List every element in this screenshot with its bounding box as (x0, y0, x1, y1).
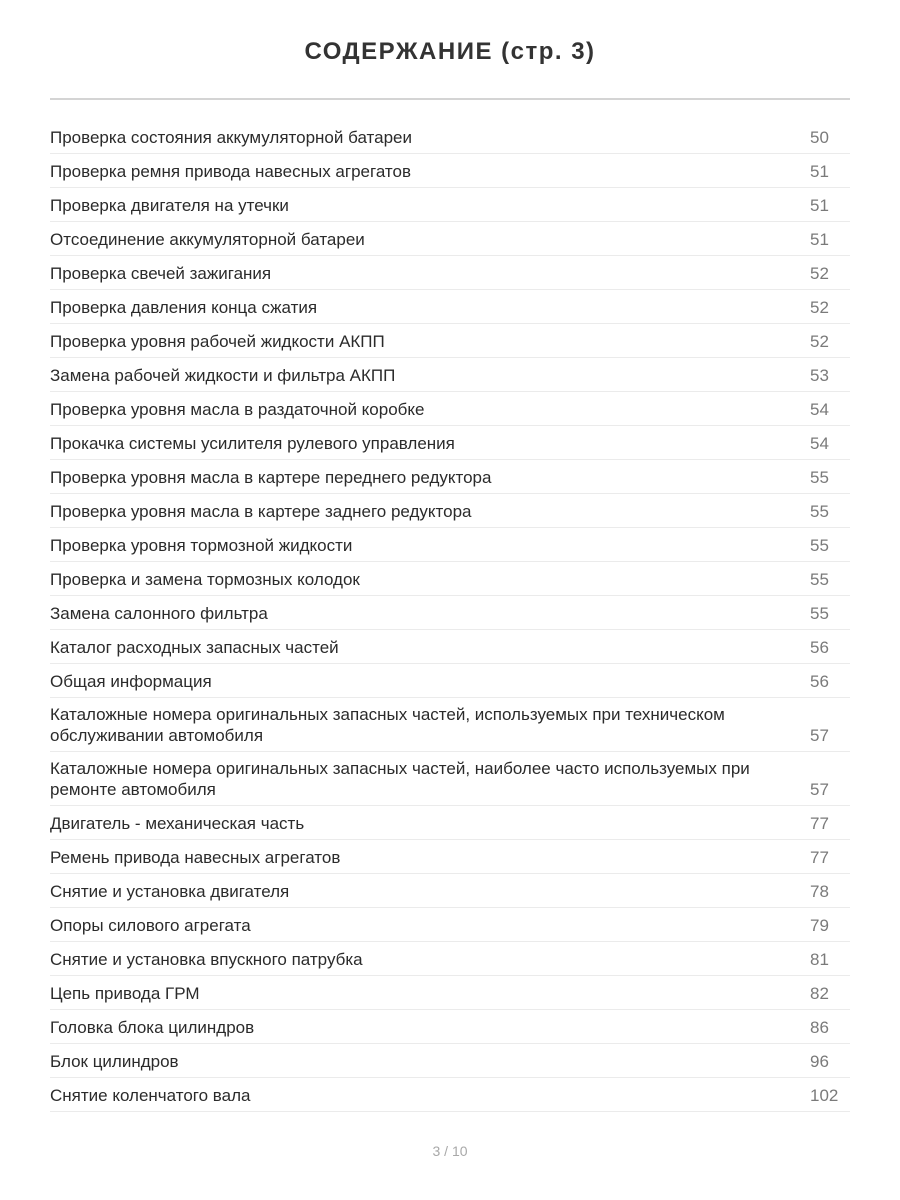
toc-entry[interactable] (50, 630, 850, 664)
toc-entry[interactable] (50, 426, 850, 460)
toc-entry[interactable] (50, 256, 850, 290)
toc-entry-title: Проверка состояния аккумуляторной батареи (50, 128, 412, 147)
toc-entry-page: 55 (810, 468, 829, 487)
toc-entry-title: Головка блока цилиндров (50, 1018, 255, 1037)
toc-entry-page: 81 (810, 950, 829, 969)
toc-entry-page: 51 (810, 162, 829, 181)
toc-entry[interactable] (50, 154, 850, 188)
toc-entry-title: Снятие коленчатого вала (50, 1086, 251, 1105)
toc-entry-page: 52 (810, 332, 829, 351)
toc-entry[interactable] (50, 290, 850, 324)
toc-entry-title: Блок цилиндров (50, 1052, 179, 1071)
toc-entry-page: 77 (810, 848, 829, 867)
toc-entry-title: Проверка уровня рабочей жидкости АКПП (50, 332, 385, 351)
toc-entry-title: Снятие и установка двигателя (50, 882, 290, 901)
toc-entry-page: 51 (810, 230, 829, 249)
toc-entry[interactable] (50, 874, 850, 908)
toc-entry-title: Каталожные номера оригинальных запасных частей, наиболее часто используемых при ремонте автомобиля (50, 759, 750, 799)
toc-entry-page: 54 (810, 400, 829, 419)
toc-entry[interactable] (50, 976, 850, 1010)
toc-entry-page: 56 (810, 638, 829, 657)
toc-entry-page: 51 (810, 196, 829, 215)
toc-entry[interactable] (50, 664, 850, 698)
toc-entry-title: Цепь привода ГРМ (50, 984, 200, 1003)
toc-entry-title: Прокачка системы усилителя рулевого управления (50, 434, 455, 453)
toc-entry-page: 55 (810, 604, 829, 623)
toc-entry[interactable] (50, 1010, 850, 1044)
toc-entry-title: Ремень привода навесных агрегатов (50, 848, 341, 867)
toc-entry-title: Проверка уровня масла в картере переднего редуктора (50, 468, 492, 487)
toc-entry-title: Проверка свечей зажигания (50, 264, 272, 283)
toc-entry[interactable] (50, 752, 850, 806)
toc-entry-title: Проверка ремня привода навесных агрегатов (50, 162, 411, 181)
toc-entry-title: Опоры силового агрегата (50, 916, 251, 935)
toc-entry[interactable] (50, 562, 850, 596)
toc-entry-page: 86 (810, 1018, 829, 1037)
toc-entry-title: Каталог расходных запасных частей (50, 638, 339, 657)
toc-entry-title: Проверка двигателя на утечки (50, 196, 289, 215)
toc-entry[interactable] (50, 120, 850, 154)
title-divider (50, 98, 850, 100)
toc-entry-page: 52 (810, 264, 829, 283)
page-indicator: 3 / 10 (432, 1143, 468, 1159)
toc-entry[interactable] (50, 188, 850, 222)
toc-entry-page: 82 (810, 984, 829, 1003)
toc-entry[interactable] (50, 1044, 850, 1078)
toc-entry-page: 55 (810, 570, 829, 589)
toc-entry[interactable] (50, 942, 850, 976)
toc-entry-title: Проверка и замена тормозных колодок (50, 570, 360, 589)
toc-entry[interactable] (50, 324, 850, 358)
page-title: СОДЕРЖАНИЕ (стр. 3) (304, 38, 596, 65)
toc-entry-page: 78 (810, 882, 829, 901)
toc-entry[interactable] (50, 1078, 850, 1112)
toc-entry[interactable] (50, 460, 850, 494)
toc-entry-title: Проверка уровня тормозной жидкости (50, 536, 353, 555)
toc-entry[interactable] (50, 908, 850, 942)
toc-entry-page: 56 (810, 672, 829, 691)
toc-entry[interactable] (50, 392, 850, 426)
toc-entry-page: 77 (810, 814, 829, 833)
toc-entry-title: Снятие и установка впускного патрубка (50, 950, 363, 969)
toc-entry[interactable] (50, 222, 850, 256)
toc-entry[interactable] (50, 840, 850, 874)
toc-entry-page: 54 (810, 434, 829, 453)
toc-entry-title: Каталожные номера оригинальных запасных частей, используемых при техническом обслуживании автомобиля (50, 705, 725, 745)
toc-entry[interactable] (50, 698, 850, 752)
toc-entry-page: 96 (810, 1052, 829, 1071)
toc-entry-page: 50 (810, 128, 829, 147)
toc-entry-page: 57 (810, 780, 829, 799)
toc-entry-page: 57 (810, 726, 829, 745)
toc-entry-page: 52 (810, 298, 829, 317)
toc-entry[interactable] (50, 358, 850, 392)
toc-entry-title: Проверка давления конца сжатия (50, 298, 318, 317)
toc-entry-page: 102 (810, 1086, 839, 1105)
toc-entry[interactable] (50, 494, 850, 528)
toc-entry[interactable] (50, 528, 850, 562)
toc-entry-title: Проверка уровня масла в картере заднего редуктора (50, 502, 472, 521)
toc-entry-title: Общая информация (50, 672, 212, 691)
toc-entry[interactable] (50, 806, 850, 840)
toc-entry-page: 53 (810, 366, 829, 385)
toc-entry-title: Проверка уровня масла в раздаточной коробке (50, 400, 425, 419)
toc-entry-page: 55 (810, 502, 829, 521)
toc-entry-page: 55 (810, 536, 829, 555)
toc-entry-title: Отсоединение аккумуляторной батареи (50, 230, 365, 249)
toc-entry-title: Замена салонного фильтра (50, 604, 268, 623)
toc-entry[interactable] (50, 596, 850, 630)
toc-entry-title: Двигатель - механическая часть (50, 814, 305, 833)
toc-entry-page: 79 (810, 916, 829, 935)
table-of-contents (50, 120, 850, 1112)
toc-entry-title: Замена рабочей жидкости и фильтра АКПП (50, 366, 396, 385)
